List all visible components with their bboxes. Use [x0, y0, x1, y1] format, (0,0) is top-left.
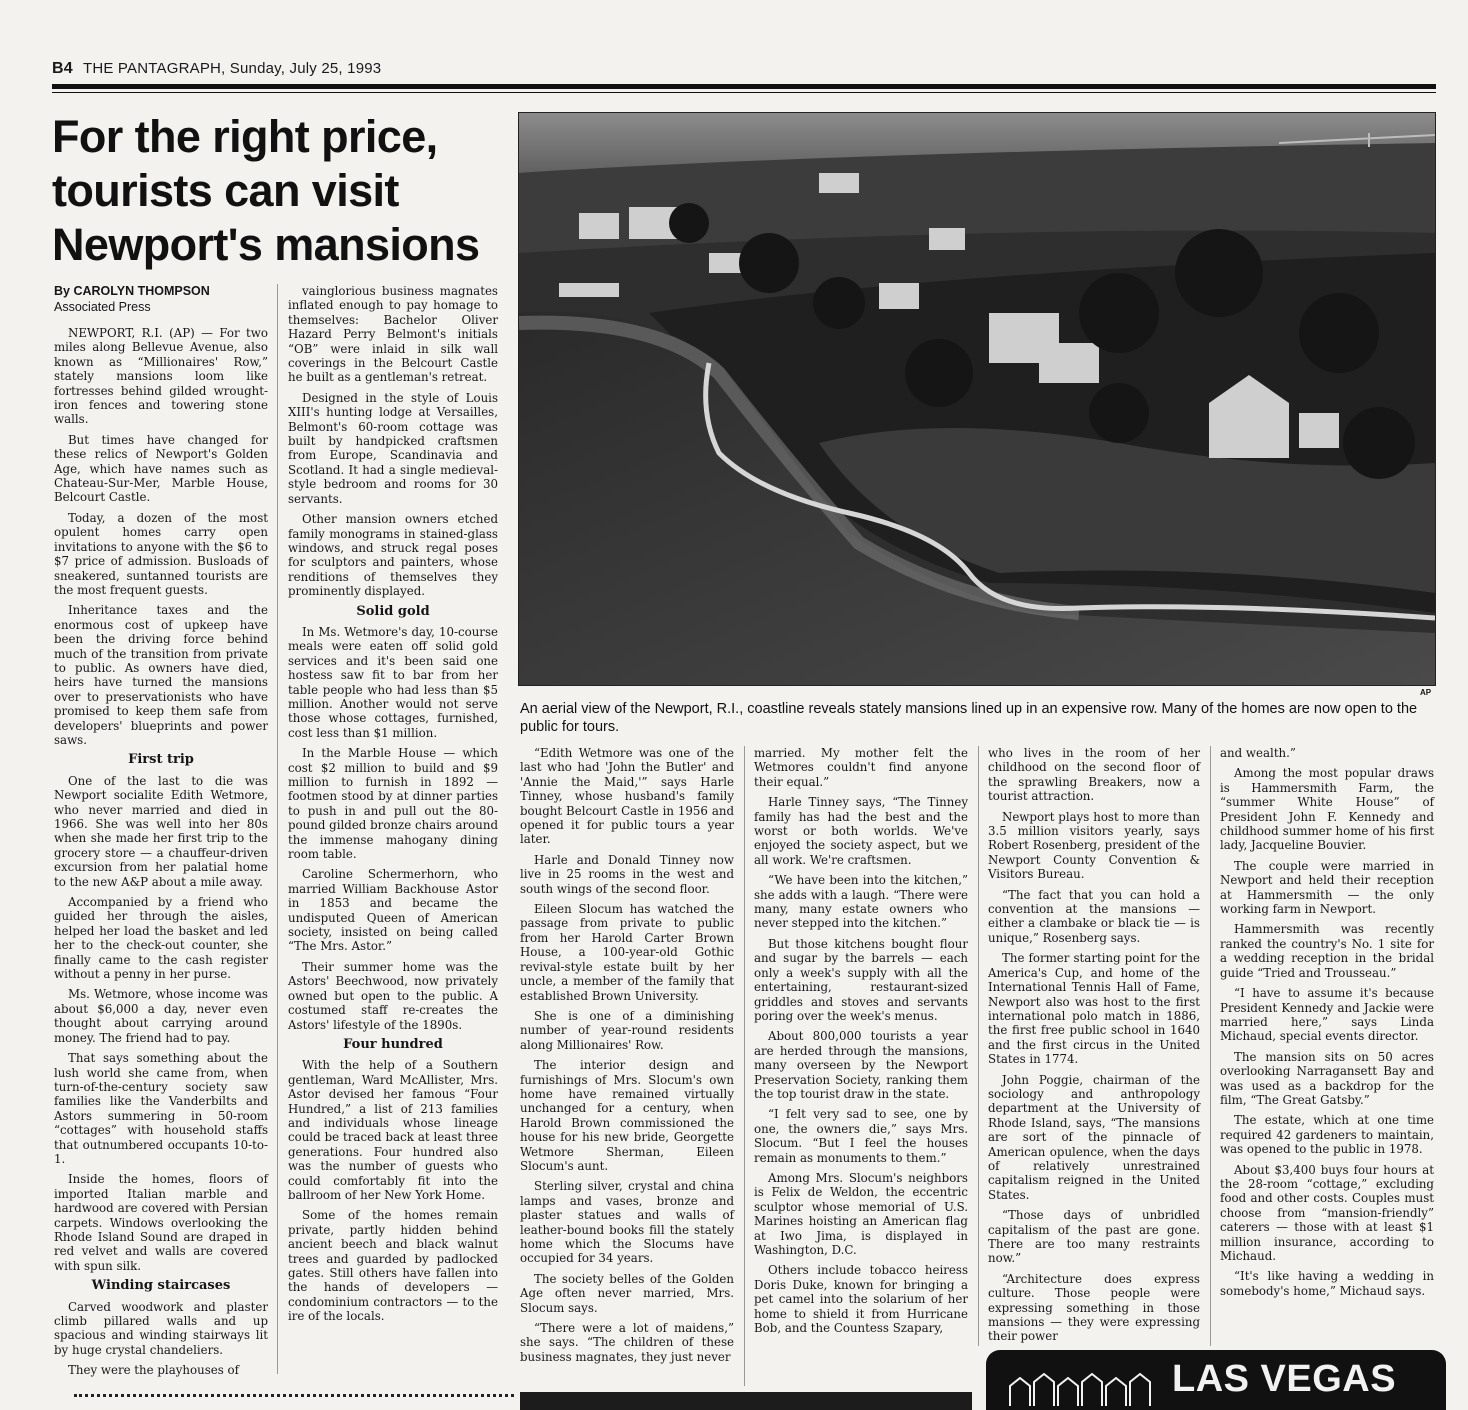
ad-headline: LAS VEGAS	[1172, 1358, 1397, 1400]
paragraph: married. My mother felt the Wetmores couldn't find anyone their equal.”	[754, 746, 968, 789]
paragraph: Accompanied by a friend who guided her through the aisles, helped her load the basket and led her to the check-out counter, she finally came to the cash register without a penny in her purse.	[54, 895, 268, 982]
header-rule-thin	[52, 92, 1436, 93]
paragraph: About 800,000 tourists a year are herded through the mansions, many overseen by the Newport Preservation Society, ranking them the top tourist draw in the state.	[754, 1029, 968, 1101]
aerial-photo-illustration	[519, 113, 1435, 685]
paragraph: Others include tobacco heiress Doris Duke, known for bringing a pet camel into the solarium of her home to shield it from Hurricane Bob, and the Countess Szapary,	[754, 1263, 968, 1336]
article-column-1	[54, 326, 268, 1384]
paragraph: “I felt very sad to see, one by one, the owners die,” says Mrs. Slocum. “But I feel the houses remain as monuments to them.”	[754, 1107, 968, 1165]
paragraph: About $3,400 buys four hours at the 28-room “cottage,” excluding food and other costs. Couples must choose from “mansion-friendly” caterers — those with at least $1 million insurance, according to Michaud.	[1220, 1162, 1434, 1263]
article-column-4	[754, 746, 968, 1341]
header-rule	[52, 84, 1436, 89]
paragraph: Caroline Schermerhorn, who married William Backhouse Astor in 1853 and became the undisputed Queen of American society, insisted on being called “The Mrs. Astor.”	[288, 867, 498, 954]
photo-credit: AP	[1420, 688, 1432, 697]
article-column-5	[988, 746, 1200, 1350]
headline-line: tourists can visit	[52, 165, 399, 216]
article-column-2	[288, 284, 498, 1330]
headline-line: Newport's mansions	[52, 219, 480, 270]
paragraph: “Architecture does express culture. Those people were expressing something in those mansions — they were expressing their power	[988, 1271, 1200, 1344]
subhead: First trip	[128, 752, 194, 768]
paragraph: Other mansion owners etched family monograms in stained-glass windows, and struck regal poses for sculptors and painters, whose renditions of themselves they prominently displayed.	[288, 512, 498, 599]
paragraph: Harle and Donald Tinney now live in 25 rooms in the west and south wings of the second floor.	[520, 852, 734, 896]
column-divider	[277, 284, 278, 1374]
paragraph: Their summer home was the Astors' Beechwood, now privately owned but open to the public. A costumed staff re-creates the Astors' lifestyle of the 1890s.	[288, 959, 498, 1032]
paragraph: The mansion sits on 50 acres overlooking Narragansett Bay and was used as a backdrop for the film, “The Great Gatsby.”	[1220, 1049, 1434, 1107]
article-column-6	[1220, 746, 1434, 1304]
paragraph: The interior design and furnishings of Mrs. Slocum's own home have remained virtually unchanged for a century, when Harold Brown commissioned the house for his new bride, Georgette Wetmore Sherman, Eileen Slocum's aunt.	[520, 1058, 734, 1173]
subhead: Solid gold	[356, 603, 430, 619]
paragraph: Harle Tinney says, “The Tinney family has had the best and the worst or both worlds. We've enjoyed the society aspect, but we all work. We're craftsmen.	[754, 795, 968, 867]
paragraph: That says something about the lush world she came from, when turn-of-the-century society saw families like the Vanderbilts and Astors summering in 50-room “cottages” with household staffs that outnumbered occupants 10-to-1.	[54, 1051, 268, 1166]
article-column-3	[520, 746, 734, 1370]
paragraph: Newport plays host to more than 3.5 million visitors yearly, says Robert Rosenberg, president of the Newport County Convention & Visitors Bureau.	[988, 809, 1200, 882]
paragraph: Some of the homes remain private, partly hidden behind ancient beech and black walnut trees and guarded by padlocked gates. Still others have fallen into the hands of developers — condominium contractors — to the ire of the locals.	[288, 1208, 498, 1324]
page-folio	[52, 60, 381, 78]
paragraph: In the Marble House — which cost $2 million to build and $9 million to furnish in 1892 — footmen stood by at dinner parties to push in and pull out the 80-pound gilded bronze chairs around the immense mahogany dining room table.	[288, 746, 498, 862]
paragraph: Sterling silver, crystal and china lamps and vases, bronze and plaster statues and walls of leather-bound books fill the stately home which the Slocums have occupied for 34 years.	[520, 1179, 734, 1266]
paragraph: John Poggie, chairman of the sociology and anthropology department at the University of Rhode Island, says, “The mansions are sort of the pinnacle of American opulence, when the days of relatively unrestrained capitalism reigned in the United States.	[988, 1072, 1200, 1202]
paragraph: Eileen Slocum has watched the passage from private to public from her Harold Carter Brown House, a 100-year-old Gothic revival-style estate built by her uncle, a member of the family that established Brown University.	[520, 902, 734, 1003]
paragraph: Among Mrs. Slocum's neighbors is Felix de Weldon, the eccentric sculptor whose memorial of U.S. Marines hoisting an American flag at Iwo Jima, is displayed in Washington, D.C.	[754, 1170, 968, 1257]
paragraph: “Those days of unbridled capitalism of the past are gone. There are too many restraints now.”	[988, 1208, 1200, 1266]
paragraph: “It's like having a wedding in somebody's home,” Michaud says.	[1220, 1269, 1434, 1298]
column-divider	[744, 746, 745, 1386]
paragraph: NEWPORT, R.I. (AP) — For two miles along Bellevue Avenue, also known as “Millionaires' Row,” stately mansions loom like fortresses behind gilded wrought-iron fences and towering stone walls.	[54, 326, 268, 427]
paragraph: In Ms. Wetmore's day, 10-course meals were eaten off solid gold services and it's been said one hostess saw fit to bar from her table people who had less than $5 million. Another would not serve those whose cottages, furnished, cost less than $1 million.	[288, 624, 498, 740]
subhead: Four hundred	[343, 1036, 443, 1052]
paragraph: “I have to assume it's because President Kennedy and Jackie were married here,” says Linda Michaud, special events director.	[1220, 986, 1434, 1044]
page-number: B4	[52, 60, 73, 77]
aerial-photo	[518, 112, 1436, 686]
paragraph: They were the playhouses of	[68, 1363, 240, 1378]
paragraph: “Edith Wetmore was one of the last who had 'John the Butler' and 'Annie the Maid,'” says Harle Tinney, whose husband's family bought Belcourt Castle in 1956 and opened it for public tours a year later.	[520, 746, 734, 847]
paragraph: “We have been into the kitchen,” she adds with a laugh. “There were many, many estate owners who never stepped into the kitchen.”	[754, 873, 968, 931]
ad-logo-icon	[1006, 1368, 1156, 1408]
paragraph: who lives in the room of her childhood on the second floor of the sprawling Breakers, now a tourist attraction.	[988, 746, 1200, 804]
paragraph: But those kitchens bought flour and sugar by the barrels — each only a week's supply with all the entertaining, restaurant-sized griddles and stoves and servants poring over the week's menus.	[754, 936, 968, 1023]
paragraph: She is one of a diminishing number of year-round residents along Millionaires' Row.	[520, 1008, 734, 1052]
paragraph: With the help of a Southern gentleman, Ward McAllister, Mrs. Astor devised her famous “Four Hundred,” a list of 213 families and individuals whose lineage could be traced back at least three generations. Four hundred also was the number of guests who could comfortably fit into the ballroom of her New York Home.	[288, 1058, 498, 1202]
paragraph: Carved woodwork and plaster climb pillared walls and up spacious and winding stairways lit by huge crystal chandeliers.	[54, 1299, 268, 1357]
paragraph: Inside the homes, floors of imported Italian marble and hardwood are covered with Persian carpets. Windows overlooking the Rhode Island Sound are draped in red velvet and walls are covered with spun silk.	[54, 1172, 268, 1273]
paragraph: Today, a dozen of the most opulent homes carry open invitations to anyone with the $6 to $7 price of admission. Busloads of sneakered, suntanned tourists are the most frequent guests.	[54, 510, 268, 597]
subhead: Winding staircases	[91, 1278, 231, 1294]
paragraph: vainglorious business magnates inflated enough to pay homage to themselves: Bachelor Oliver Hazard Perry Belmont's initials “OB” were inlaid in silk wall coverings in the Belcourt Castle he built as a gentleman's retreat.	[288, 284, 498, 385]
paper-dateline: THE PANTAGRAPH, Sunday, July 25, 1993	[82, 60, 382, 77]
agency-credit: Associated Press	[54, 300, 151, 314]
column-divider	[1210, 746, 1211, 1346]
paragraph: “There were a lot of maidens,” she says. “The children of these business magnates, they just never	[520, 1321, 734, 1364]
bottom-banner-strip	[520, 1392, 972, 1410]
headline	[52, 110, 502, 272]
paragraph: “The fact that you can hold a convention at the mansions — either a clambake or black tie — is unique,” Rosenberg says.	[988, 887, 1200, 945]
paragraph: Ms. Wetmore, whose income was about $6,000 a day, never even thought about carrying around money. The friend had to pay.	[54, 987, 268, 1045]
paragraph: Hammersmith was recently ranked the country's No. 1 site for a wedding reception in the bridal guide “Tried and Trousseau.”	[1220, 922, 1434, 980]
paragraph: Inheritance taxes and the enormous cost of upkeep have been the driving force behind much of the transition from private to public. As owners have died, heirs have turned the mansions over to preservationists who have promised to keep them safe from developers' blueprints and power saws.	[54, 603, 268, 747]
paragraph: Among the most popular draws is Hammersmith Farm, the “summer White House” of President John F. Kennedy and childhood summer home of his first lady, Jacqueline Bouvier.	[1220, 766, 1434, 853]
paragraph: The former starting point for the America's Cup, and home of the International Tennis Hall of Fame, Newport also was host to the first international polo match in 1886, the first free public school in 1640 and the first circus in the United States in 1774.	[988, 951, 1200, 1067]
paragraph: The society belles of the Golden Age often never married, Mrs. Slocum says.	[520, 1271, 734, 1315]
paragraph: The couple were married in Newport and held their reception at Hammersmith — the only working farm in Newport.	[1220, 858, 1434, 917]
paragraph: The estate, which at one time required 42 gardeners to maintain, was opened to the public in 1978.	[1220, 1113, 1434, 1157]
column-divider	[978, 746, 979, 1346]
byline: By CAROLYN THOMPSON	[54, 284, 210, 298]
headline-line: For the right price,	[52, 111, 438, 162]
paragraph: Designed in the style of Louis XIII's hunting lodge at Versailles, Belmont's 60-room cottage was built by handpicked craftsmen from Europe, Scandinavia and Scotland. It had a single medieval-style bedroom and rooms for 30 servants.	[288, 390, 498, 506]
paragraph: and wealth.”	[1220, 746, 1296, 760]
photo-caption: An aerial view of the Newport, R.I., coastline reveals stately mansions lined up in an expensive row. Many of the homes are now open to the public for tours.	[520, 701, 1418, 735]
paragraph: But times have changed for these relics of Newport's Golden Age, which have names such as Chateau-Sur-Mer, Marble House, Belcourt Castle.	[54, 432, 268, 505]
paragraph: One of the last to die was Newport socialite Edith Wetmore, who never married and died in 1966. She was well into her 80s when she made her first trip to the grocery store — a chauffeur-driven excursion from her palatial home to the new A&P about a mile away.	[54, 773, 268, 889]
bottom-dotted-rule	[74, 1394, 514, 1397]
